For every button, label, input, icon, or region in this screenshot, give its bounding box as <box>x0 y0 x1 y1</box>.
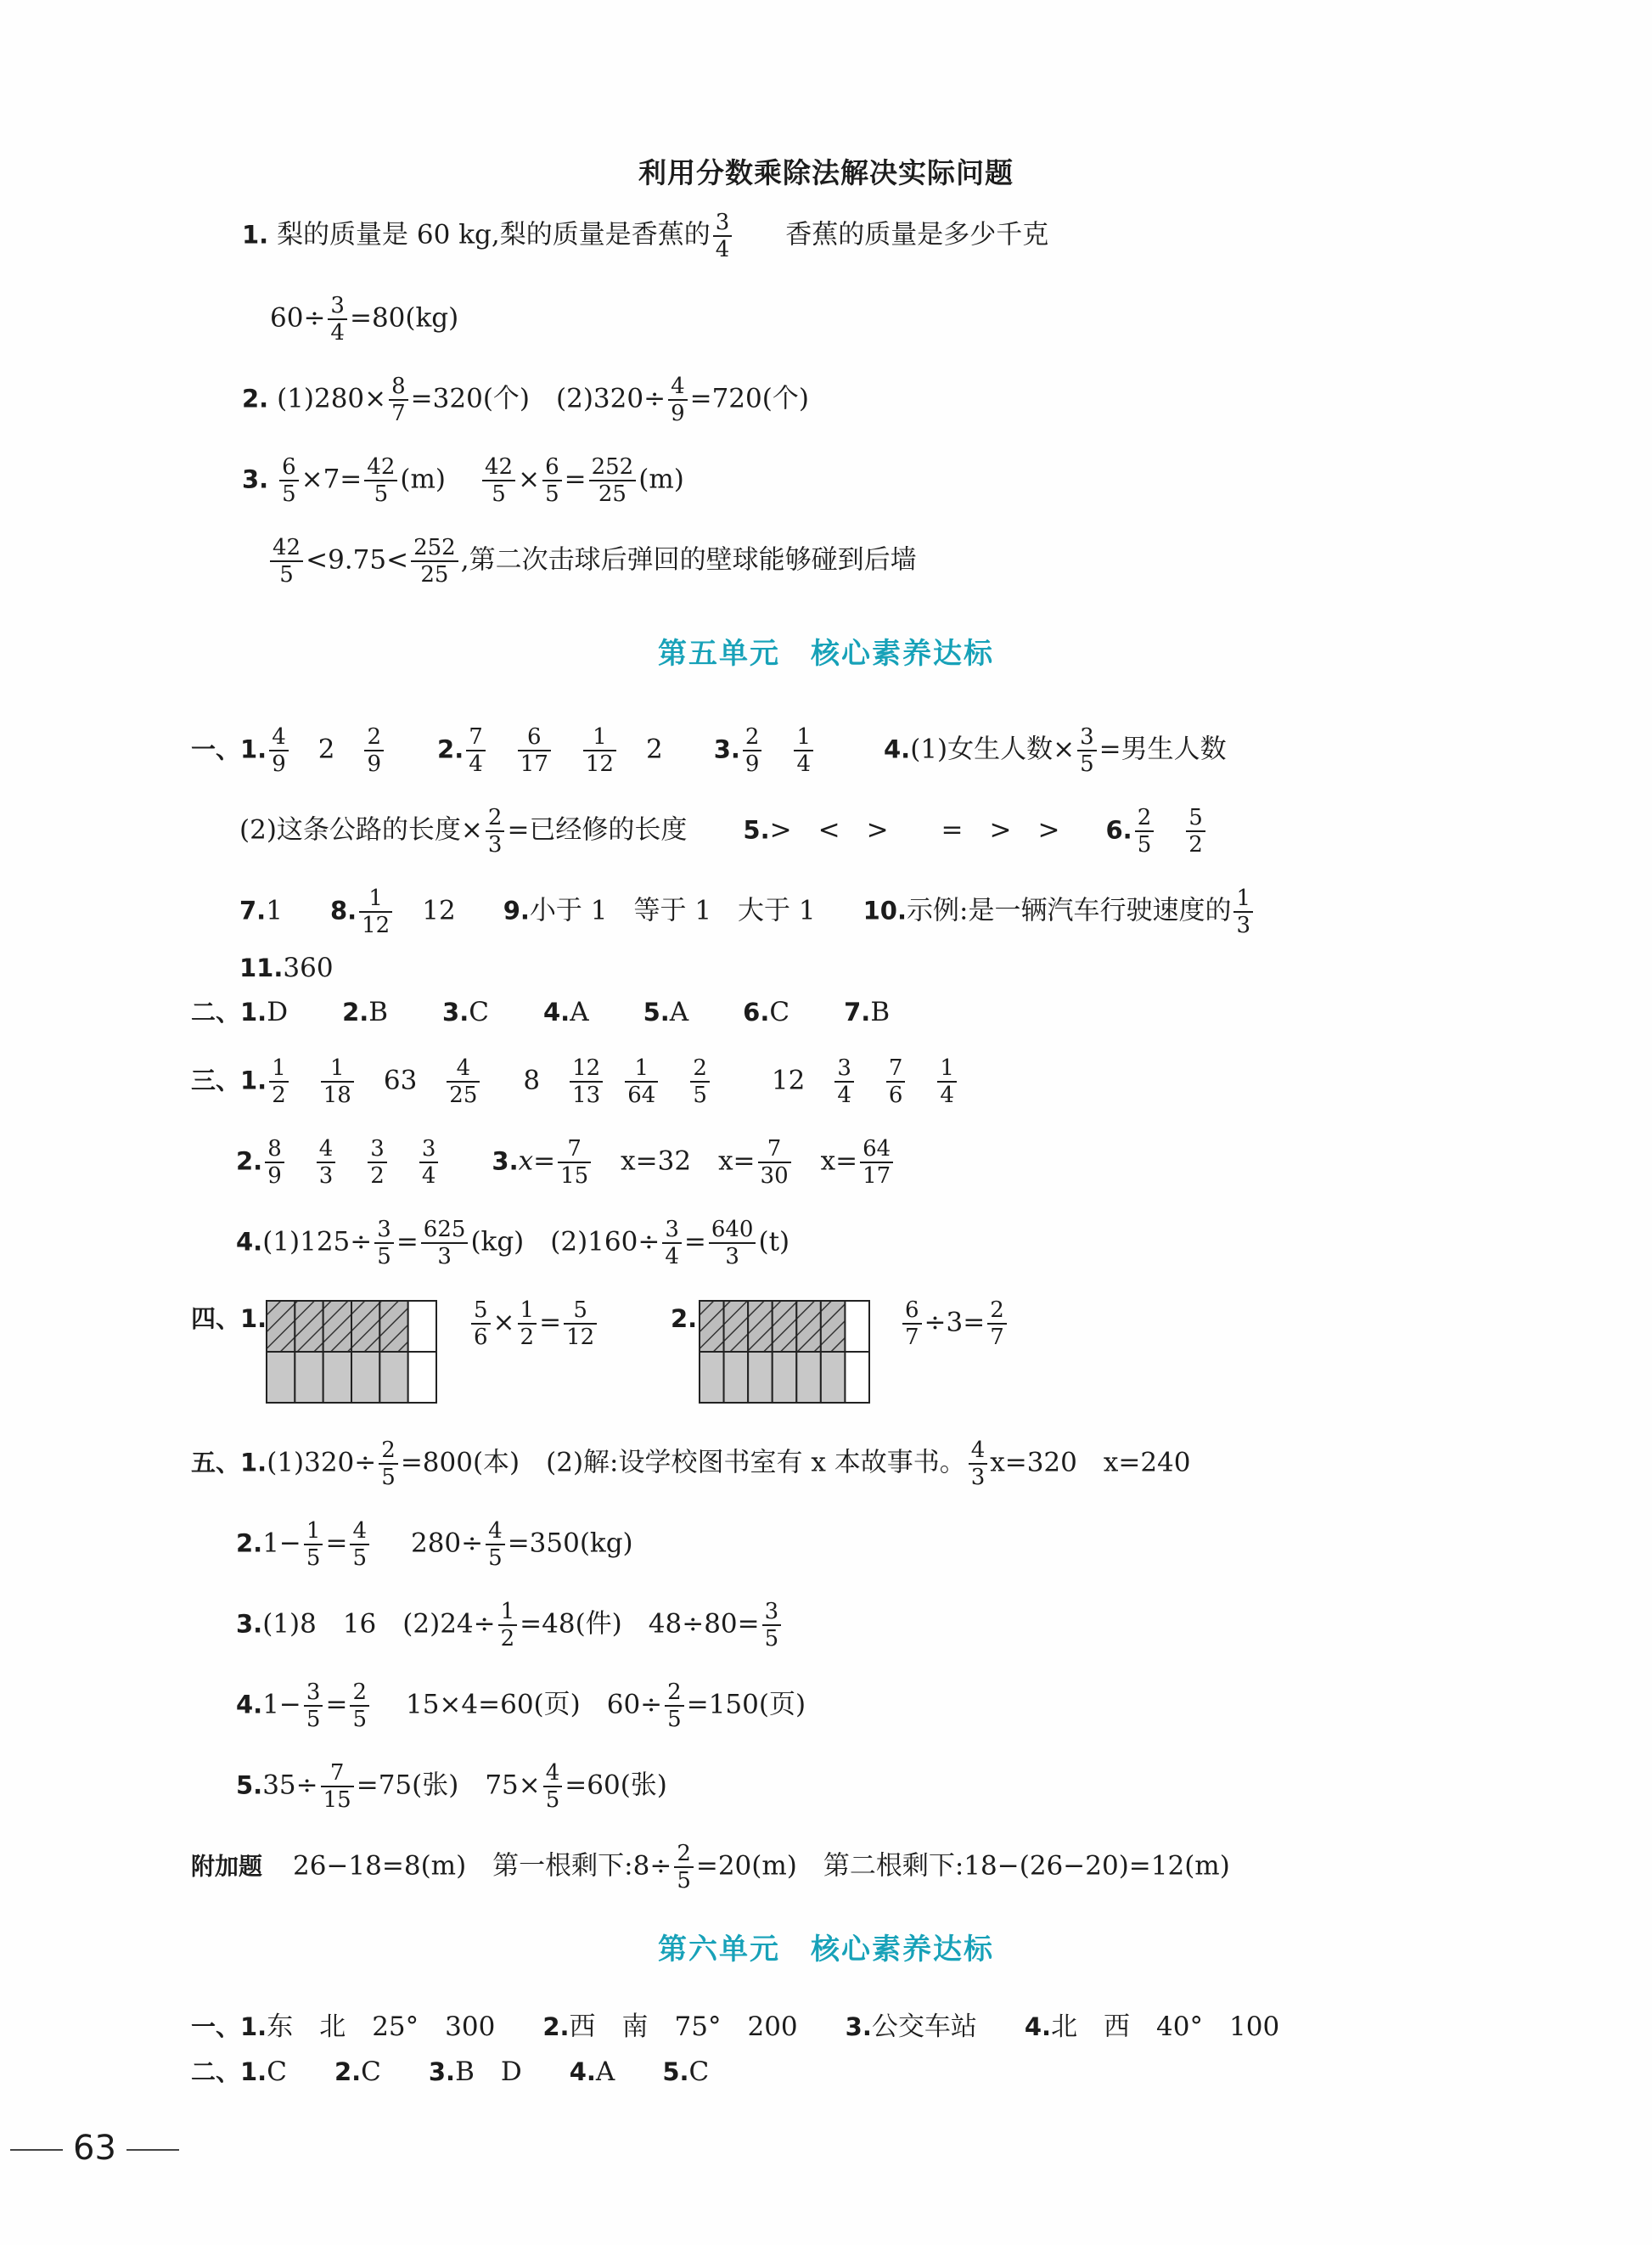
numerator: 4 <box>269 724 289 751</box>
empty-cell <box>845 1352 869 1403</box>
fraction <box>570 1055 603 1108</box>
numerator: 1 <box>937 1055 957 1083</box>
numerator: 252 <box>411 535 458 562</box>
denominator: 64 <box>627 1083 656 1108</box>
answer: A <box>669 997 689 1027</box>
numerator: 3 <box>834 1055 854 1083</box>
numerator: 2 <box>665 1680 684 1707</box>
numerator: 1 <box>518 1297 537 1325</box>
u6-line1: 一、1.东 北 25° 300 2.西 南 75° 200 3.公交车站 4.北 西 40° 100 <box>191 2011 1280 2042</box>
numerator: 7 <box>466 724 486 751</box>
denominator: 13 <box>572 1083 601 1108</box>
denominator: 9 <box>267 1163 282 1189</box>
denominator: 5 <box>377 1244 391 1269</box>
numerator: 7 <box>758 1136 791 1163</box>
fraction <box>762 1599 782 1651</box>
denominator: 2 <box>520 1325 535 1350</box>
numerator: 1 <box>304 1518 323 1545</box>
fraction <box>902 1297 922 1350</box>
denominator: 3 <box>318 1163 334 1189</box>
denominator: 15 <box>560 1163 589 1189</box>
denominator: 25 <box>598 481 627 507</box>
numerator: 2 <box>743 724 762 751</box>
fraction <box>987 1297 1007 1350</box>
numerator: 3 <box>762 1599 782 1626</box>
numerator: 2 <box>379 1438 398 1465</box>
denominator: 4 <box>665 1244 679 1269</box>
u5-line9-label: 四、1. <box>191 1304 267 1333</box>
denominator: 4 <box>715 237 730 262</box>
fraction <box>486 1518 505 1571</box>
denominator: 25 <box>449 1083 478 1108</box>
denominator: 5 <box>677 1868 691 1893</box>
shaded-cell <box>773 1301 797 1352</box>
shaded-cell <box>267 1301 295 1352</box>
denominator: 5 <box>374 481 389 507</box>
numerator: 6 <box>542 454 562 481</box>
page-number: 63 <box>10 2127 189 2169</box>
q-number: 3. <box>442 998 469 1027</box>
numerator: 1 <box>359 886 392 913</box>
shaded-cell <box>267 1352 295 1403</box>
shaded-cell <box>323 1301 351 1352</box>
numerator: 4 <box>350 1518 369 1545</box>
numerator: 3 <box>419 1136 439 1163</box>
denominator: 5 <box>282 481 296 507</box>
numerator: 8 <box>265 1136 284 1163</box>
denominator: 5 <box>306 1707 321 1732</box>
fraction <box>419 1136 439 1189</box>
fraction <box>379 1438 398 1490</box>
fraction <box>350 1680 369 1732</box>
shaded-cell <box>379 1301 407 1352</box>
fraction <box>758 1136 791 1189</box>
fraction <box>486 805 505 858</box>
shaded-cell <box>351 1352 379 1403</box>
denominator: 12 <box>566 1325 595 1350</box>
shaded-cell <box>796 1301 821 1352</box>
q-number: 2. <box>334 2057 362 2086</box>
shaded-cell <box>700 1352 724 1403</box>
denominator: 9 <box>367 751 382 777</box>
q1-line: 1. 梨的质量是 60 kg,梨的质量是香蕉的 $\frac{3}{4}$ 香蕉的质量是多少千克 <box>242 210 1049 262</box>
denominator: 4 <box>421 1163 436 1189</box>
denominator: 3 <box>1236 913 1250 938</box>
shaded-cell <box>724 1301 749 1352</box>
denominator: 17 <box>520 751 548 777</box>
numerator: 42 <box>364 454 397 481</box>
fraction <box>482 454 515 507</box>
q1-answer: 60÷ $\frac{3}{4}$ =80(kg) <box>270 293 459 346</box>
u5-line3: 7.1 8. $\frac{1}{12}$ 12 9.小于 1 等于 1 大于 1 10.示例:是一辆汽车行驶速度的 $\frac{1}{3}$ <box>239 886 1256 938</box>
denominator: 2 <box>1188 832 1203 858</box>
fraction <box>1135 805 1155 858</box>
q-number: 1. <box>242 220 269 250</box>
fraction <box>304 1680 323 1732</box>
answer: A <box>595 2057 615 2087</box>
numerator: 2 <box>364 724 384 751</box>
denominator: 30 <box>760 1163 789 1189</box>
fraction <box>359 886 392 938</box>
fraction <box>743 724 762 777</box>
denominator: 5 <box>352 1545 367 1571</box>
shaded-cell <box>295 1352 323 1403</box>
fraction <box>542 454 562 507</box>
answer: B <box>368 997 389 1027</box>
denominator: 7 <box>990 1325 1004 1350</box>
numerator: 6 <box>902 1297 922 1325</box>
q3-line: 3. $\frac{6}{5}$ ×7= $\frac{42}{5}$ (m) $\frac{42}{5}$ × $\frac{6}{5}$ = $\frac{252}{25}$ (m) <box>242 454 684 507</box>
fraction <box>447 1055 480 1108</box>
numerator: 5 <box>471 1297 491 1325</box>
q-number: 4. <box>569 2057 596 2086</box>
fraction <box>304 1518 323 1571</box>
u5-line11: 2.1− $\frac{1}{5}$ = $\frac{4}{5}$ 280÷ $\frac{4}{5}$ =350(kg) <box>236 1518 633 1571</box>
u5-line2: (2)这条公路的长度× $\frac{2}{3}$ =已经修的长度 5.> < > = > > 6. $\frac{2}{5}$ $\frac{5}{2}$ <box>239 805 1208 858</box>
denominator: 5 <box>693 1083 707 1108</box>
empty-cell <box>845 1301 869 1352</box>
shaded-cell <box>773 1352 797 1403</box>
numerator: 3 <box>304 1680 323 1707</box>
denominator: 5 <box>488 1545 503 1571</box>
fraction <box>543 1760 563 1813</box>
numerator: 2 <box>690 1055 710 1083</box>
denominator: 5 <box>1080 751 1094 777</box>
fraction <box>690 1055 710 1108</box>
numerator: 8 <box>389 374 408 401</box>
numerator: 5 <box>1186 805 1205 832</box>
fraction <box>498 1599 518 1651</box>
denominator: 4 <box>469 751 483 777</box>
fraction <box>265 1136 284 1189</box>
shaded-cell <box>724 1352 749 1403</box>
empty-cell <box>408 1301 436 1352</box>
denominator: 4 <box>330 320 345 346</box>
fraction <box>937 1055 957 1108</box>
numerator: 2 <box>350 1680 369 1707</box>
fraction <box>794 724 813 777</box>
fraction <box>270 535 303 588</box>
fraction <box>364 454 397 507</box>
fraction <box>374 1217 394 1269</box>
denominator: 5 <box>764 1626 779 1651</box>
fraction <box>317 1136 336 1189</box>
numerator: 3 <box>368 1136 387 1163</box>
fraction <box>411 535 458 588</box>
numerator: 2 <box>486 805 505 832</box>
answer: B D <box>455 2057 522 2087</box>
numerator: 625 <box>421 1217 469 1244</box>
numerator: 7 <box>558 1136 591 1163</box>
u5-line4: 11.360 <box>239 953 334 983</box>
empty-cell <box>408 1352 436 1403</box>
denominator: 25 <box>420 562 449 588</box>
u5-line15: 附加题 26−18=8(m) 第一根剩下:8÷ $\frac{2}{5}$ =20(m) 第二根剩下:18−(26−20)=12(m) <box>191 1841 1230 1893</box>
fraction <box>564 1297 597 1350</box>
denominator: 5 <box>667 1707 682 1732</box>
denominator: 5 <box>306 1545 321 1571</box>
numerator: 2 <box>987 1297 1007 1325</box>
denominator: 9 <box>272 751 286 777</box>
denominator: 12 <box>362 913 391 938</box>
numerator: 4 <box>447 1055 480 1083</box>
numerator: 4 <box>969 1438 988 1465</box>
numerator: 42 <box>482 454 515 481</box>
fraction <box>674 1841 694 1893</box>
numerator: 1 <box>498 1599 518 1626</box>
u5-line13: 4.1− $\frac{3}{5}$ = $\frac{2}{5}$ 15×4=60(页) 60÷ $\frac{2}{5}$ =150(页) <box>236 1680 806 1732</box>
shaded-cell <box>700 1301 724 1352</box>
fraction <box>421 1217 469 1269</box>
numerator: 42 <box>270 535 303 562</box>
fraction <box>583 724 616 777</box>
q2-line: 2. (1)280× $\frac{8}{7}$ =320(个) (2)320÷ $\frac{4}{9}$ =720(个) <box>242 374 809 426</box>
numerator: 2 <box>674 1841 694 1868</box>
q-number: 5. <box>643 998 670 1027</box>
u5-line8: 4.(1)125÷ $\frac{3}{5}$ = $\frac{625}{3}$ (kg) (2)160÷ $\frac{3}{4}$ = $\frac{640}{3}$ (t) <box>236 1217 790 1269</box>
numerator: 3 <box>713 210 733 237</box>
denominator: 4 <box>837 1083 851 1108</box>
u5-line12: 3.(1)8 16 (2)24÷ $\frac{1}{2}$ =48(件) 48÷80= $\frac{3}{5}$ <box>236 1599 784 1651</box>
denominator: 2 <box>370 1163 385 1189</box>
q-number: 6. <box>743 998 770 1027</box>
denominator: 7 <box>905 1325 919 1350</box>
answer: A <box>570 997 589 1027</box>
fraction <box>389 374 408 426</box>
fraction <box>558 1136 591 1189</box>
shaded-cell <box>351 1301 379 1352</box>
answer: C <box>688 2057 710 2087</box>
numerator: 3 <box>662 1217 682 1244</box>
shaded-cell <box>323 1352 351 1403</box>
denominator: 4 <box>940 1083 954 1108</box>
denominator: 5 <box>381 1465 396 1490</box>
numerator: 1 <box>269 1055 289 1083</box>
fraction <box>886 1055 906 1108</box>
fraction <box>668 374 688 426</box>
u5-line10: 五、1.(1)320÷ $\frac{2}{5}$ =800(本) (2)解:设学校图书室有 x 本故事书。 $\frac{4}{3}$ x=320 x=240 <box>191 1438 1191 1490</box>
denominator: 3 <box>437 1244 452 1269</box>
fraction-grid-2 <box>698 1299 872 1405</box>
numerator: 1 <box>625 1055 658 1083</box>
q-number: 2. <box>342 998 369 1027</box>
numerator: 12 <box>570 1055 603 1083</box>
answer: D <box>267 997 289 1027</box>
u5-line5: 二、1.D 2.B 3.C 4.A 5.A 6.C 7.B <box>191 997 891 1027</box>
answer: C <box>769 997 790 1027</box>
numerator: 6 <box>518 724 551 751</box>
u5-line1: 一、1. $\frac{4}{9}$ 2 $\frac{2}{9}$ 2. $\frac{7}{4}$ $\frac{6}{17}$ $\frac{1}{12}$ 2 3. $\frac{2}{9}$ $\frac{1}{4}$ 4.(1)女生人数× $\frac{3}{5}$ =男生人数 <box>191 724 1227 777</box>
denominator: 5 <box>1137 832 1152 858</box>
q-number: 4. <box>542 998 570 1027</box>
numerator: 1 <box>583 724 616 751</box>
u5-line6: 三、1. $\frac{1}{2}$ $\frac{1}{18}$ 63 $\frac{4}{25}$ 8 $\frac{12}{13}$ $\frac{1}{64}$ $\frac{2}{5}$ 12 $\frac{3}{4}$ $\frac{7}{6}$ $\frac{1}{4}$ <box>191 1055 959 1108</box>
fraction <box>518 724 551 777</box>
fraction <box>665 1680 684 1732</box>
denominator: 6 <box>888 1083 903 1108</box>
fraction <box>589 454 637 507</box>
q-number: 5. <box>662 2057 689 2086</box>
denominator: 12 <box>585 751 614 777</box>
numerator: 1 <box>321 1055 354 1083</box>
answer: B <box>870 997 891 1027</box>
shaded-cell <box>821 1352 846 1403</box>
fraction <box>350 1518 369 1571</box>
fraction <box>1077 724 1097 777</box>
numerator: 6 <box>279 454 299 481</box>
fraction <box>279 454 299 507</box>
answer: C <box>361 2057 381 2087</box>
numerator: 1 <box>794 724 813 751</box>
numerator: 64 <box>860 1136 893 1163</box>
numerator: 3 <box>1077 724 1097 751</box>
denominator: 3 <box>487 832 503 858</box>
fraction <box>321 1055 354 1108</box>
fraction <box>368 1136 387 1189</box>
denominator: 18 <box>323 1083 351 1108</box>
fraction <box>625 1055 658 1108</box>
shaded-cell <box>748 1301 773 1352</box>
denominator: 3 <box>725 1244 739 1269</box>
denominator: 7 <box>391 401 406 426</box>
fraction <box>713 210 733 262</box>
u6-line2: 二、1.C 2.C 3.B D 4.A 5.C <box>191 2057 710 2087</box>
denominator: 9 <box>671 401 685 426</box>
numerator: 4 <box>543 1760 563 1787</box>
shaded-cell <box>748 1352 773 1403</box>
denominator: 5 <box>545 481 559 507</box>
fraction <box>471 1297 491 1350</box>
fraction <box>860 1136 893 1189</box>
denominator: 5 <box>492 481 506 507</box>
section-header-unit5: 第五单元 核心素养达标 <box>658 637 994 671</box>
q-number: 7. <box>844 998 871 1027</box>
u5-line14: 5.35÷ $\frac{7}{15}$ =75(张) 75× $\frac{4}{5}$ =60(张) <box>236 1760 667 1813</box>
numerator: 2 <box>1135 805 1155 832</box>
fraction <box>321 1760 354 1813</box>
shaded-cell <box>379 1352 407 1403</box>
numerator: 5 <box>564 1297 597 1325</box>
u5-line9-eq1: $\frac{5}{6}$ × $\frac{1}{2}$ = $\frac{5}{12}$ <box>469 1297 599 1350</box>
q-number: 3. <box>428 2057 456 2086</box>
fraction <box>328 293 347 346</box>
denominator: 15 <box>323 1787 351 1813</box>
denominator: 2 <box>272 1083 286 1108</box>
numerator: 4 <box>486 1518 505 1545</box>
u5-line9-label2: 2. <box>671 1304 698 1333</box>
fraction <box>269 1055 289 1108</box>
fraction <box>518 1297 537 1350</box>
numerator: 4 <box>668 374 688 401</box>
fraction <box>969 1438 988 1490</box>
fraction <box>269 724 289 777</box>
denominator: 5 <box>352 1707 367 1732</box>
numerator: 7 <box>321 1760 354 1787</box>
numerator: 1 <box>1233 886 1253 913</box>
numerator: 4 <box>317 1136 336 1163</box>
answer: C <box>469 997 489 1027</box>
numerator: 252 <box>589 454 637 481</box>
numerator: 640 <box>709 1217 756 1244</box>
section-header-unit6: 第六单元 核心素养达标 <box>658 1933 994 1966</box>
numerator: 3 <box>374 1217 394 1244</box>
denominator: 6 <box>474 1325 488 1350</box>
fraction-grid-1 <box>265 1299 439 1405</box>
fraction <box>1233 886 1253 938</box>
denominator: 3 <box>970 1465 986 1490</box>
u5-line9-eq2: $\frac{6}{7}$ ÷3= $\frac{2}{7}$ <box>900 1297 1009 1350</box>
shaded-cell <box>295 1301 323 1352</box>
numerator: 7 <box>886 1055 906 1083</box>
denominator: 2 <box>500 1626 515 1651</box>
fraction <box>662 1217 682 1269</box>
page-title: 利用分数乘除法解决实际问题 <box>638 156 1014 189</box>
answer: C <box>267 2057 287 2087</box>
denominator: 4 <box>796 751 811 777</box>
denominator: 17 <box>863 1163 891 1189</box>
denominator: 9 <box>745 751 760 777</box>
fraction <box>834 1055 854 1108</box>
fraction <box>1186 805 1205 858</box>
shaded-cell <box>796 1352 821 1403</box>
numerator: 3 <box>328 293 347 320</box>
shaded-cell <box>821 1301 846 1352</box>
fraction <box>709 1217 756 1269</box>
denominator: 5 <box>545 1787 560 1813</box>
q3-conclusion: $\frac{42}{5}$ <9.75< $\frac{252}{25}$ ,第二次击球后弹回的壁球能够碰到后墙 <box>267 535 917 588</box>
fraction <box>364 724 384 777</box>
denominator: 5 <box>279 562 294 588</box>
fraction <box>466 724 486 777</box>
u5-line7: 2. $\frac{8}{9}$ $\frac{4}{3}$ $\frac{3}{2}$ $\frac{3}{4}$ 3.x= $\frac{7}{15}$ x=32 x= $\frac{7}{30}$ x= $\frac{64}{17}$ <box>236 1136 896 1189</box>
